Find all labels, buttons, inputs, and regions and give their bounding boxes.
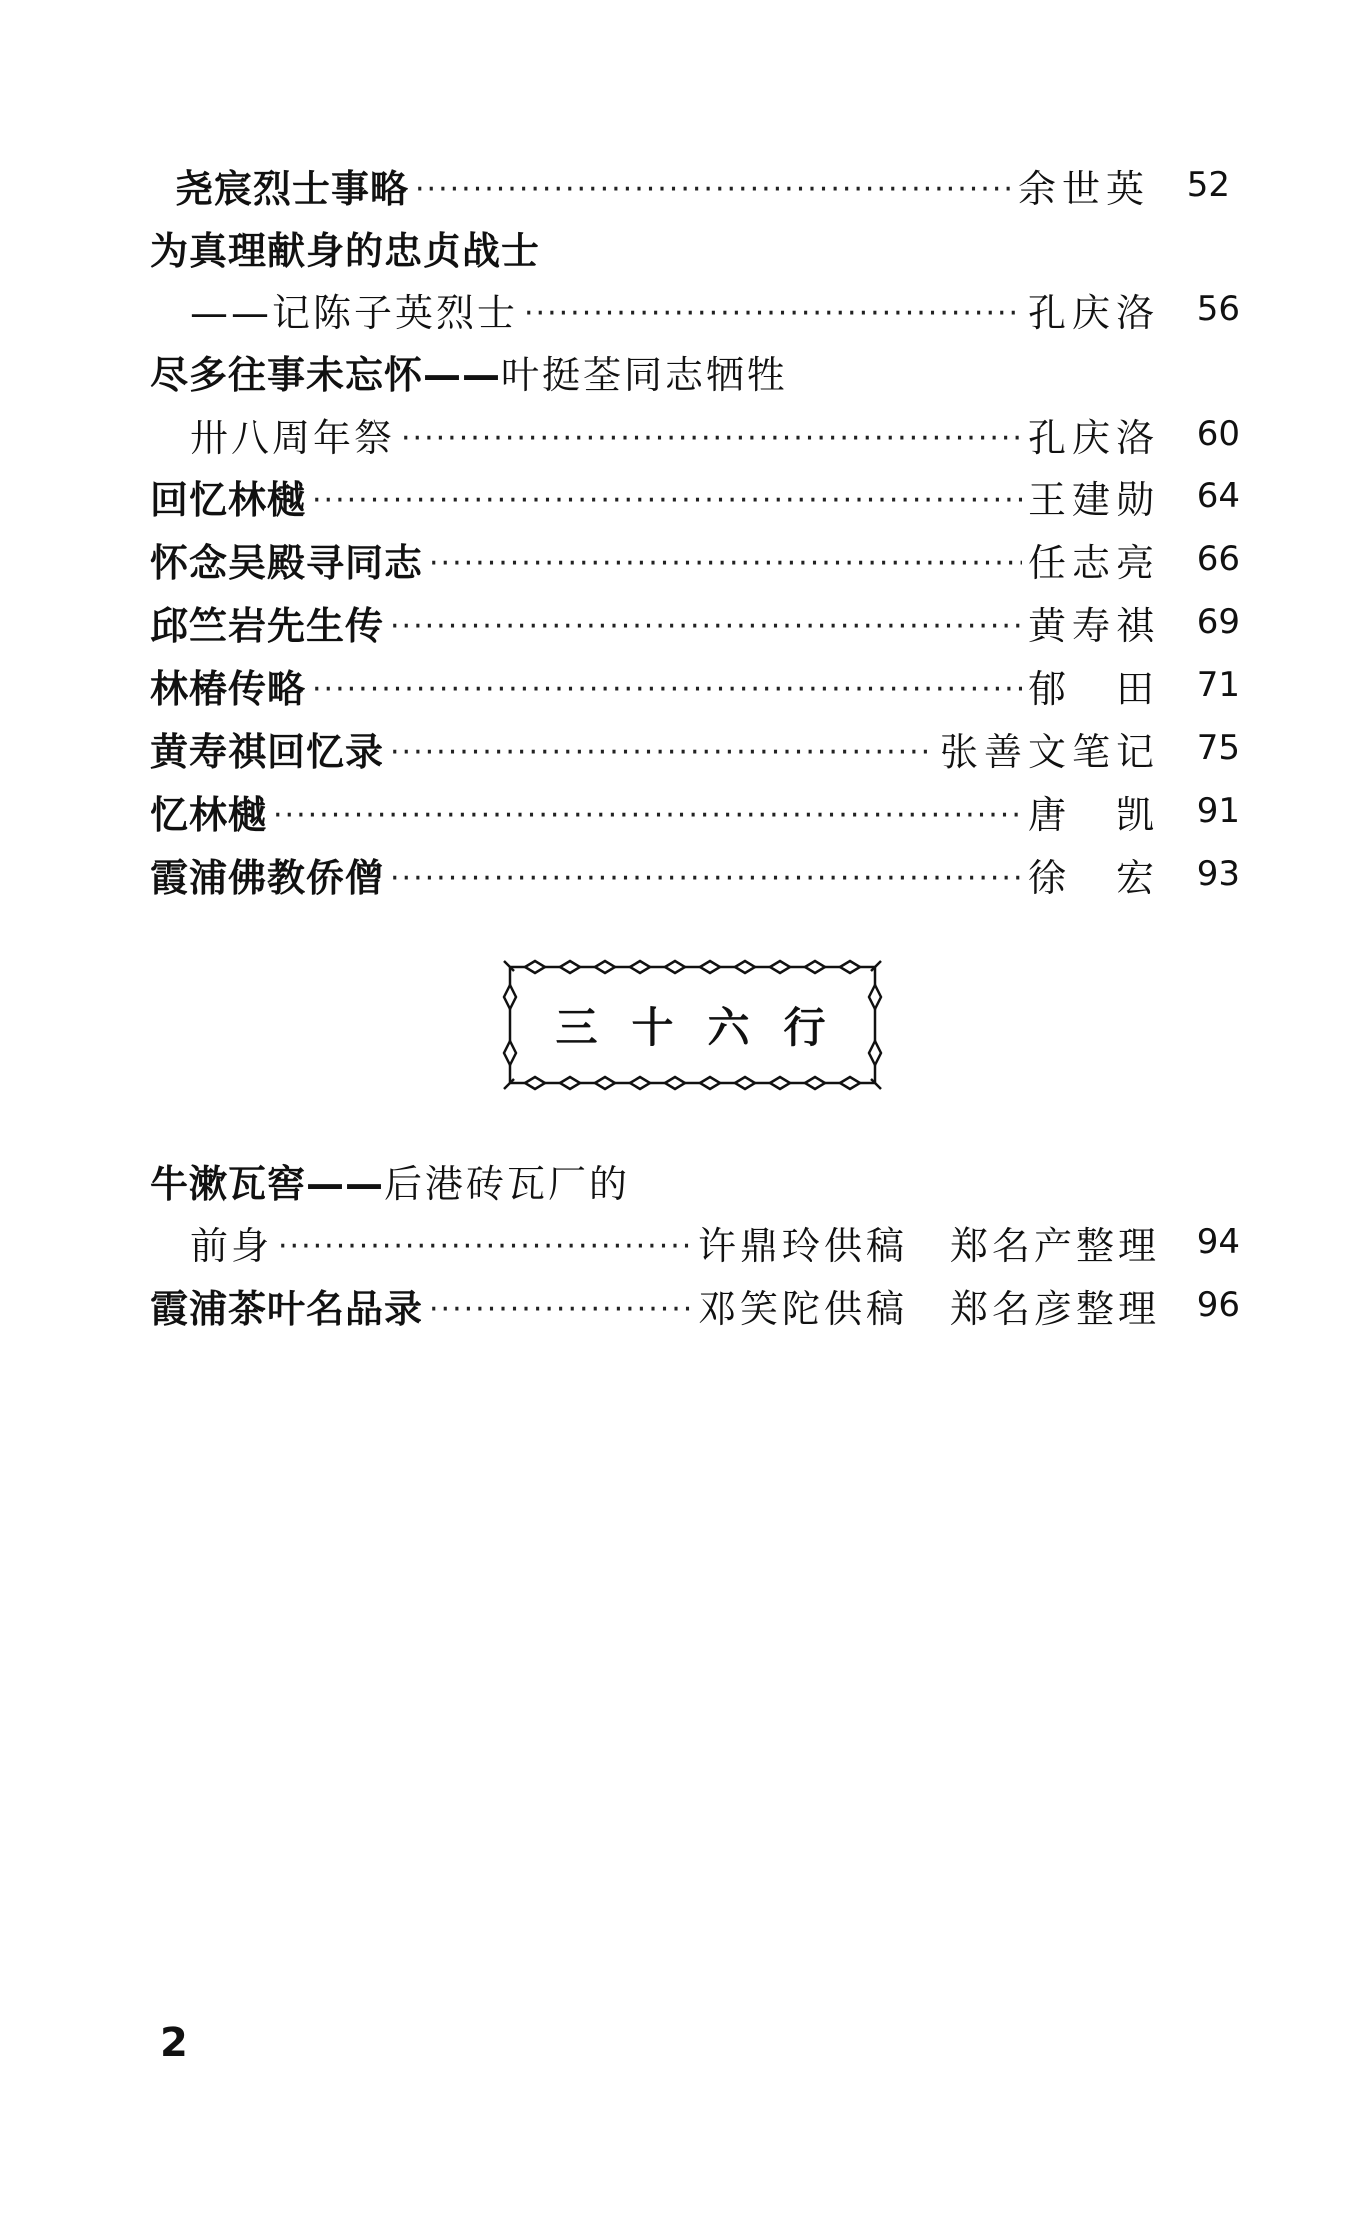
entry-subtitle: ——记陈子英烈士 (190, 290, 519, 335)
leader-dots (415, 166, 1012, 204)
entry-author: 郁 田 (1027, 666, 1160, 711)
toc-entry[interactable] (150, 842, 1240, 906)
entry-title: 牛漱瓦窖—— (150, 1161, 385, 1206)
leader-dots (390, 729, 934, 767)
toc-entry[interactable] (150, 716, 1240, 780)
entry-title: 怀念吴殿寻同志 (150, 540, 424, 585)
toc-entry[interactable] (175, 153, 1230, 217)
entry-subtitle: 卅八周年祭 (190, 415, 396, 460)
entry-page: 64 (1196, 476, 1240, 516)
entry-title: 邱竺岩先生传 (150, 603, 385, 648)
toc-entry[interactable] (150, 590, 1240, 654)
leader-dots (524, 290, 1022, 328)
entry-author: 王建勋 (1027, 477, 1160, 522)
entry-title: 霞浦佛教侨僧 (150, 855, 385, 900)
leader-dots (429, 1286, 692, 1324)
entry-page: 66 (1196, 539, 1240, 579)
toc-entry[interactable] (190, 402, 1240, 466)
entry-author: 任志亮 (1027, 540, 1160, 585)
entry-author: 唐 凯 (1027, 792, 1160, 837)
entry-author: 邓笑陀供稿 郑名彦整理 (697, 1286, 1160, 1331)
entry-page: 52 (1186, 165, 1230, 205)
toc-entry-heading[interactable] (150, 215, 1240, 279)
entry-page: 93 (1196, 854, 1240, 894)
entry-subtitle: 前身 (190, 1223, 273, 1268)
leader-dots (312, 666, 1022, 704)
page-number: 2 (160, 2020, 188, 2066)
leader-dots (390, 603, 1022, 641)
entry-page: 96 (1196, 1285, 1240, 1325)
entry-title: 回忆林樾 (150, 477, 307, 522)
toc-entry[interactable] (150, 779, 1240, 843)
entry-author: 孔庆洛 (1027, 415, 1160, 460)
entry-author: 余世英 (1017, 166, 1150, 211)
entry-page: 60 (1196, 414, 1240, 454)
entry-title: 为真理献身的忠贞战士 (150, 228, 541, 273)
section-title: 三十六行 (555, 1003, 860, 1052)
toc-entry[interactable] (190, 1210, 1240, 1274)
entry-page: 69 (1196, 602, 1240, 642)
entry-page: 56 (1196, 289, 1240, 329)
entry-author: 张善文笔记 (939, 729, 1160, 774)
leader-dots (278, 1223, 692, 1261)
toc-entry[interactable] (150, 527, 1240, 591)
entry-author: 许鼎玲供稿 郑名产整理 (697, 1223, 1160, 1268)
entry-page: 91 (1196, 791, 1240, 831)
entry-page: 94 (1196, 1222, 1240, 1262)
entry-title: 尽多往事未忘怀—— (150, 352, 502, 397)
entry-title-rest: 后港砖瓦厂的 (384, 1161, 631, 1206)
entry-title: 忆林樾 (150, 792, 268, 837)
toc-entry[interactable] (150, 464, 1240, 528)
entry-author: 黄寿祺 (1027, 603, 1160, 648)
leader-dots (429, 540, 1022, 578)
toc-entry[interactable] (150, 653, 1240, 717)
entry-author: 孔庆洛 (1027, 290, 1160, 335)
entry-title-rest: 叶挺荃同志牺牲 (501, 352, 789, 397)
entry-author: 徐 宏 (1027, 855, 1160, 900)
leader-dots (390, 855, 1022, 893)
entry-title: 霞浦茶叶名品录 (150, 1286, 424, 1331)
entry-page: 71 (1196, 665, 1240, 705)
toc-entry[interactable] (150, 1273, 1240, 1337)
toc-entry-heading[interactable] (150, 339, 1240, 403)
entry-title: 林椿传略 (150, 666, 307, 711)
entry-page: 75 (1196, 728, 1240, 768)
leader-dots (401, 415, 1022, 453)
entry-title: 尧宸烈士事略 (175, 166, 410, 211)
toc-entry[interactable] (190, 277, 1240, 341)
toc-entry-heading[interactable] (150, 1148, 1240, 1212)
leader-dots (312, 477, 1022, 515)
entry-title: 黄寿祺回忆录 (150, 729, 385, 774)
section-header (500, 955, 885, 1095)
leader-dots (273, 792, 1022, 830)
